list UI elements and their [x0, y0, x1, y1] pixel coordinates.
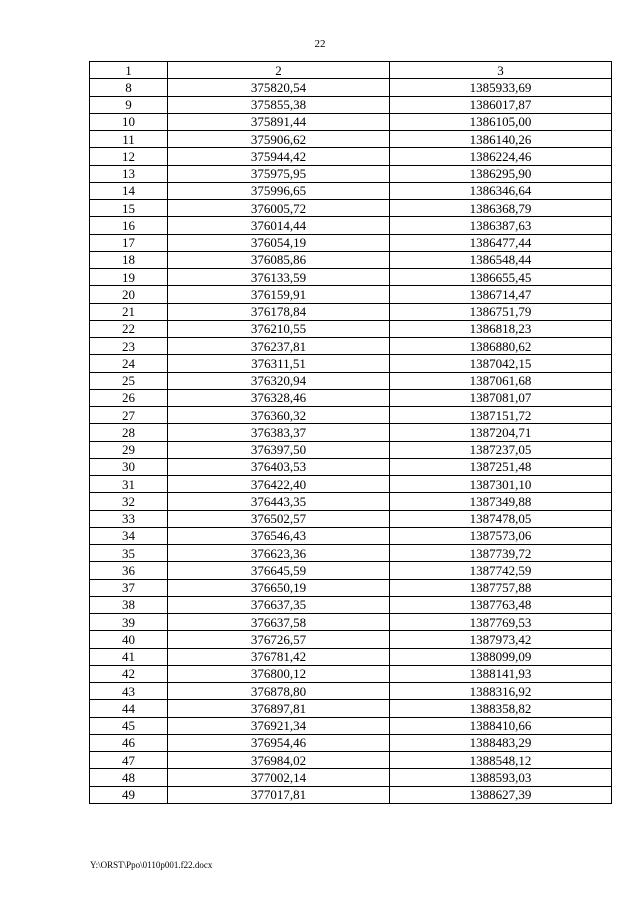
table-row: [90, 424, 612, 441]
coordinate-y-cell: 1387478,05: [390, 510, 612, 527]
point-number-cell: 39: [90, 614, 168, 631]
coordinate-x-cell: 376800,12: [168, 665, 390, 682]
coordinates-table: [89, 61, 612, 804]
coordinate-x-cell: 376159,91: [168, 286, 390, 303]
table-row: [90, 407, 612, 424]
coordinate-y-cell: 1387151,72: [390, 407, 612, 424]
point-number-cell: 29: [90, 441, 168, 458]
point-number-cell: 28: [90, 424, 168, 441]
coordinate-y-cell: 1387042,15: [390, 355, 612, 372]
coordinate-x-cell: 376422,40: [168, 476, 390, 493]
point-number-cell: 27: [90, 407, 168, 424]
coordinate-y-cell: 1386017,87: [390, 96, 612, 113]
coordinate-x-cell: 376320,94: [168, 372, 390, 389]
table-row: [90, 131, 612, 148]
table-row: [90, 303, 612, 320]
point-number-cell: 46: [90, 734, 168, 751]
coordinate-x-cell: 376397,50: [168, 441, 390, 458]
table-header: [90, 62, 612, 79]
point-number-cell: 23: [90, 338, 168, 355]
table-row: [90, 182, 612, 199]
point-number-cell: 41: [90, 648, 168, 665]
coordinate-y-cell: 1386140,26: [390, 131, 612, 148]
coordinate-x-cell: 376984,02: [168, 752, 390, 769]
coordinate-y-cell: 1387739,72: [390, 545, 612, 562]
point-number-cell: 35: [90, 545, 168, 562]
coordinate-y-cell: 1386224,46: [390, 148, 612, 165]
coordinate-y-cell: 1386477,44: [390, 234, 612, 251]
table-row: [90, 614, 612, 631]
point-number-cell: 45: [90, 717, 168, 734]
table-row: [90, 113, 612, 130]
coordinate-x-cell: 375906,62: [168, 131, 390, 148]
coordinate-x-cell: 376637,35: [168, 596, 390, 613]
coordinate-y-cell: 1387237,05: [390, 441, 612, 458]
point-number-cell: 10: [90, 113, 168, 130]
coordinate-y-cell: 1386880,62: [390, 338, 612, 355]
point-number-cell: 48: [90, 769, 168, 786]
coordinate-x-cell: 376546,43: [168, 527, 390, 544]
coordinate-x-cell: 376311,51: [168, 355, 390, 372]
table-row: [90, 372, 612, 389]
point-number-cell: 15: [90, 200, 168, 217]
table-row: [90, 527, 612, 544]
point-number-cell: 12: [90, 148, 168, 165]
coordinate-y-cell: 1388410,66: [390, 717, 612, 734]
coordinate-y-cell: 1386295,90: [390, 165, 612, 182]
coordinate-x-cell: 375855,38: [168, 96, 390, 113]
point-number-cell: 13: [90, 165, 168, 182]
coordinate-x-cell: 376502,57: [168, 510, 390, 527]
coordinate-y-cell: 1387204,71: [390, 424, 612, 441]
coordinate-y-cell: 1387061,68: [390, 372, 612, 389]
table-row: [90, 79, 612, 96]
table-row: [90, 389, 612, 406]
table-body: [90, 79, 612, 804]
point-number-cell: 43: [90, 683, 168, 700]
coordinate-x-cell: 376878,80: [168, 683, 390, 700]
point-number-cell: 9: [90, 96, 168, 113]
coordinate-x-cell: 376383,37: [168, 424, 390, 441]
coordinate-x-cell: 376726,57: [168, 631, 390, 648]
coordinate-x-cell: 376237,81: [168, 338, 390, 355]
coordinate-y-cell: 1386655,45: [390, 269, 612, 286]
point-number-cell: 34: [90, 527, 168, 544]
coordinate-x-cell: 376645,59: [168, 562, 390, 579]
coordinate-x-cell: 376085,86: [168, 251, 390, 268]
coordinate-x-cell: 376921,34: [168, 717, 390, 734]
table-row: [90, 700, 612, 717]
coordinate-x-cell: 376005,72: [168, 200, 390, 217]
point-number-cell: 17: [90, 234, 168, 251]
coordinate-y-cell: 1388316,92: [390, 683, 612, 700]
point-number-cell: 33: [90, 510, 168, 527]
coordinate-y-cell: 1388627,39: [390, 786, 612, 803]
point-number-cell: 20: [90, 286, 168, 303]
point-number-cell: 14: [90, 182, 168, 199]
header-column-1: 1: [90, 62, 168, 79]
coordinate-x-cell: 376360,32: [168, 407, 390, 424]
table-row: [90, 148, 612, 165]
table-row: [90, 96, 612, 113]
point-number-cell: 47: [90, 752, 168, 769]
table-row: [90, 752, 612, 769]
header-row: [90, 62, 612, 79]
point-number-cell: 18: [90, 251, 168, 268]
coordinate-y-cell: 1388593,03: [390, 769, 612, 786]
coordinate-y-cell: 1387573,06: [390, 527, 612, 544]
coordinate-x-cell: 375996,65: [168, 182, 390, 199]
coordinate-x-cell: 376781,42: [168, 648, 390, 665]
point-number-cell: 16: [90, 217, 168, 234]
table-row: [90, 269, 612, 286]
coordinate-x-cell: 377017,81: [168, 786, 390, 803]
table-row: [90, 476, 612, 493]
coordinate-y-cell: 1387973,42: [390, 631, 612, 648]
table-row: [90, 338, 612, 355]
table-row: [90, 286, 612, 303]
coordinate-x-cell: 376328,46: [168, 389, 390, 406]
header-column-3: 3: [390, 62, 612, 79]
coordinate-x-cell: 376403,53: [168, 458, 390, 475]
coordinate-x-cell: 376054,19: [168, 234, 390, 251]
coordinate-x-cell: 376178,84: [168, 303, 390, 320]
coordinate-y-cell: 1386387,63: [390, 217, 612, 234]
coordinate-y-cell: 1385933,69: [390, 79, 612, 96]
coordinate-y-cell: 1388099,09: [390, 648, 612, 665]
table-row: [90, 631, 612, 648]
coordinate-x-cell: 376897,81: [168, 700, 390, 717]
coordinate-x-cell: 375944,42: [168, 148, 390, 165]
table-row: [90, 683, 612, 700]
coordinate-x-cell: 375820,54: [168, 79, 390, 96]
point-number-cell: 25: [90, 372, 168, 389]
table-row: [90, 717, 612, 734]
coordinate-x-cell: 375891,44: [168, 113, 390, 130]
point-number-cell: 31: [90, 476, 168, 493]
point-number-cell: 37: [90, 579, 168, 596]
point-number-cell: 49: [90, 786, 168, 803]
table-row: [90, 165, 612, 182]
coordinate-y-cell: 1386368,79: [390, 200, 612, 217]
table-row: [90, 648, 612, 665]
coordinate-y-cell: 1387251,48: [390, 458, 612, 475]
table-row: [90, 234, 612, 251]
table-row: [90, 545, 612, 562]
coordinate-x-cell: 376443,35: [168, 493, 390, 510]
coordinate-y-cell: 1387301,10: [390, 476, 612, 493]
coordinate-x-cell: 375975,95: [168, 165, 390, 182]
point-number-cell: 36: [90, 562, 168, 579]
coordinate-x-cell: 376133,59: [168, 269, 390, 286]
table-row: [90, 217, 612, 234]
point-number-cell: 44: [90, 700, 168, 717]
point-number-cell: 11: [90, 131, 168, 148]
coordinate-y-cell: 1388358,82: [390, 700, 612, 717]
point-number-cell: 30: [90, 458, 168, 475]
table-row: [90, 786, 612, 803]
point-number-cell: 40: [90, 631, 168, 648]
table-row: [90, 458, 612, 475]
table-row: [90, 320, 612, 337]
header-column-2: 2: [168, 62, 390, 79]
coordinate-x-cell: 376014,44: [168, 217, 390, 234]
point-number-cell: 38: [90, 596, 168, 613]
point-number-cell: 42: [90, 665, 168, 682]
coordinate-y-cell: 1386714,47: [390, 286, 612, 303]
coordinate-x-cell: 377002,14: [168, 769, 390, 786]
point-number-cell: 19: [90, 269, 168, 286]
page-number: 22: [314, 38, 326, 50]
coordinate-y-cell: 1387757,88: [390, 579, 612, 596]
coordinate-y-cell: 1386751,79: [390, 303, 612, 320]
point-number-cell: 26: [90, 389, 168, 406]
coordinate-y-cell: 1388483,29: [390, 734, 612, 751]
coordinate-y-cell: 1386548,44: [390, 251, 612, 268]
table-row: [90, 734, 612, 751]
table-row: [90, 665, 612, 682]
coordinate-y-cell: 1387763,48: [390, 596, 612, 613]
coordinate-y-cell: 1387349,88: [390, 493, 612, 510]
coordinate-x-cell: 376954,46: [168, 734, 390, 751]
coordinate-y-cell: 1387742,59: [390, 562, 612, 579]
coordinate-x-cell: 376637,58: [168, 614, 390, 631]
coordinate-y-cell: 1387081,07: [390, 389, 612, 406]
coordinate-y-cell: 1386346,64: [390, 182, 612, 199]
point-number-cell: 24: [90, 355, 168, 372]
table-row: [90, 562, 612, 579]
footer-file-path: Y:\ORST\Ppo\0110p001.f22.docx: [90, 860, 213, 870]
table-row: [90, 579, 612, 596]
coordinate-y-cell: 1388548,12: [390, 752, 612, 769]
table-row: [90, 493, 612, 510]
point-number-cell: 32: [90, 493, 168, 510]
table-row: [90, 355, 612, 372]
table-row: [90, 510, 612, 527]
coordinate-y-cell: 1386818,23: [390, 320, 612, 337]
coordinate-y-cell: 1386105,00: [390, 113, 612, 130]
point-number-cell: 22: [90, 320, 168, 337]
table-row: [90, 200, 612, 217]
coordinate-y-cell: 1388141,93: [390, 665, 612, 682]
table-row: [90, 596, 612, 613]
table-row: [90, 251, 612, 268]
coordinate-y-cell: 1387769,53: [390, 614, 612, 631]
coordinate-x-cell: 376623,36: [168, 545, 390, 562]
table-row: [90, 769, 612, 786]
coordinate-x-cell: 376210,55: [168, 320, 390, 337]
coordinate-x-cell: 376650,19: [168, 579, 390, 596]
point-number-cell: 21: [90, 303, 168, 320]
table-row: [90, 441, 612, 458]
point-number-cell: 8: [90, 79, 168, 96]
